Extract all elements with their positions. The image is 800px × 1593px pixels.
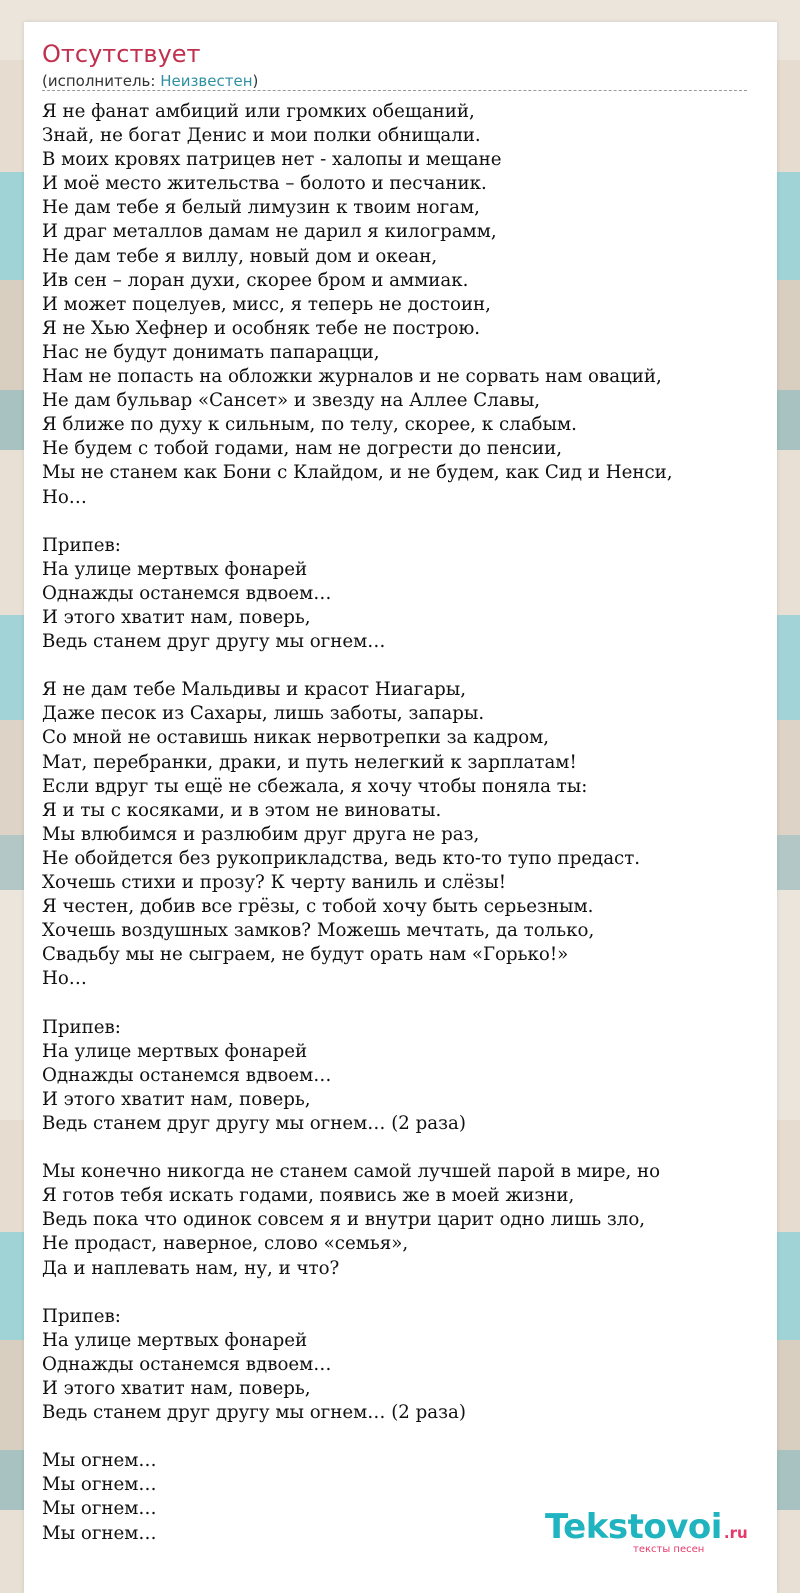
lyrics-card bbox=[24, 22, 777, 1593]
title-divider bbox=[42, 90, 747, 91]
logo-tld: .ru bbox=[723, 1524, 748, 1542]
artist-suffix: ) bbox=[252, 72, 259, 90]
site-logo[interactable] bbox=[545, 1507, 748, 1555]
logo-wordmark: Tekstovoi bbox=[545, 1507, 722, 1547]
song-title: Отсутствует bbox=[42, 40, 201, 68]
artist-prefix: (исполнитель: bbox=[42, 72, 161, 90]
artist-link[interactable]: Неизвестен bbox=[160, 72, 253, 90]
artist-line bbox=[42, 72, 258, 90]
lyrics-text: Я не фанат амбиций или громких обещаний, Знай, не богат Денис и мои полки обнищали. В моих кровях патрицев нет - халопы и мещане И моё место жительства – болото и песчаник. Не дам тебе я белый лимузин к твоим ногам, И драг металлов дамам не дарил я килограмм, Не дам тебе я виллу, новый дом и океан, Ив сен – лоран духи, скорее бром и аммиак. И может поцелуев, мисс, я теперь не достоин, Я не Хью Хефнер и особняк тебе не построю. Нас не будут донимать папарацци, Нам не попасть на обложки журналов и не сорвать нам оваций, Не дам бульвар «Сансет» и звезду на Аллее Славы, Я ближе по духу к сильным, по телу, скорее, к слабым. Не будем с тобой годами, нам не догрести до пенсии, Мы не станем как Бони с Клайдом, и не будем, как Сид и Ненси, Но… Припев: На улице мертвых фонарей Однажды останемся вдвоем… И этого хватит нам, поверь, Ведь станем друг другу мы огнем… Я не дам тебе Мальдивы и красот Ниагары, Даже песок из Сахары, лишь заботы, запары. Со мной не оставишь никак нервотрепки за кадром, Мат, перебранки, драки, и путь нелегкий к зарплатам! Если вдруг ты ещё не сбежала, я хочу чтобы поняла ты: Я и ты с косяками, и в этом не виноваты. Мы влюбимся и разлюбим друг друга не раз, Не обойдется без рукоприкладства, ведь кто-то тупо предаст. Хочешь стихи и прозу? К черту ваниль и слёзы! Я честен, добив все грёзы, с тобой хочу быть серьезным. Хочешь воздушных замков? Можешь мечтать, да только, Свадьбу мы не сыграем, не будут орать нам «Горько!» Но… Припев: На улице мертвых фонарей Однажды останемся вдвоем… И этого хватит нам, поверь, Ведь станем друг другу мы огнем… (2 раза) Мы конечно никогда не станем самой лучшей парой в мире, но Я готов тебя искать годами, появись же в моей жизни, Ведь пока что одинок совсем я и внутри царит одно лишь зло, Не продаст, наверное, слово «семья», Да и наплевать нам, ну, и что? Припев: На улице мертвых фонарей Однажды останемся вдвоем… И этого хватит нам, поверь, Ведь станем друг другу мы огнем… (2 раза) Мы огнем… Мы огнем… Мы огнем… Мы огнем… bbox=[42, 101, 673, 1544]
logo-tagline: тексты песен bbox=[633, 1544, 705, 1555]
